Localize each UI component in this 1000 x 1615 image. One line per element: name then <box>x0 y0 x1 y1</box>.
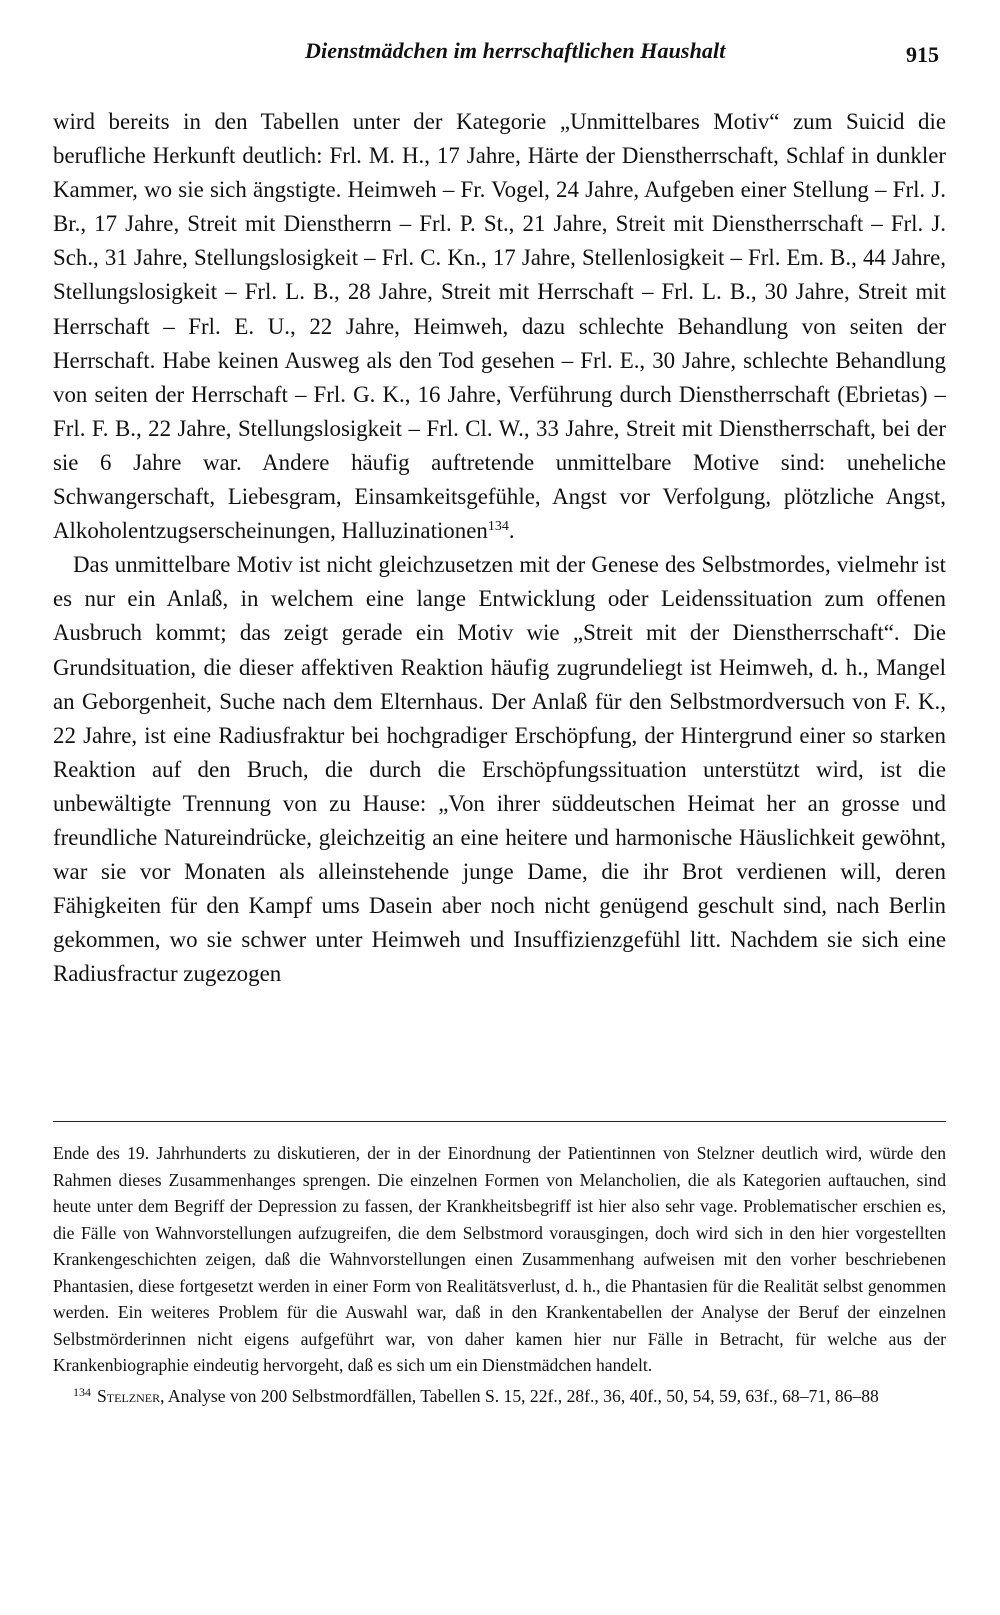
footnotes <box>53 1140 946 1409</box>
footnote-author: Stelzner <box>97 1385 161 1406</box>
footnote-134 <box>53 1379 946 1410</box>
paragraph-1-end: . <box>508 518 515 544</box>
running-header <box>0 38 1000 78</box>
paragraph-1 <box>53 105 946 548</box>
footnote-separator <box>53 1121 946 1122</box>
paragraph-1-text: wird bereits in den Tabellen unter der Kategorie „Unmittelbares Motiv“ zum Suicid die berufliche Herkunft deutlich: Frl. M. H., 17 Jahre, Härte der Dienstherrschaft, Schlaf in dunkler Kammer, wo sie sich ängstigte. Heimweh – Fr. Vogel, 24 Jahre, Aufgeben einer Stellung – Frl. J. Br., 17 Jahre, Streit mit Dienstherrn – Frl. P. St., 21 Jahre, Streit mit Dienstherrschaft – Frl. J. Sch., 31 Jahre, Stellungslosigkeit – Frl. C. Kn., 17 Jahre, Stellenlosigkeit – Frl. Em. B., 44 Jahre, Stellungslosigkeit – Frl. L. B., 28 Jahre, Streit mit Herrschaft – Frl. L. B., 30 Jahre, Streit mit Herrschaft – Frl. E. U., 22 Jahre, Heimweh, dazu schlechte Behandlung von seiten der Herrschaft. Habe keinen Ausweg als den Tod gesehen – Frl. E., 30 Jahre, schlechte Behandlung von seiten der Herrschaft – Frl. G. K., 16 Jahre, Verführung durch Dienstherrschaft (Ebrietas) – Frl. F. B., 22 Jahre, Stellungslosigkeit – Frl. Cl. W., 33 Jahre, Streit mit Dienstherrschaft, bei der sie 6 Jahre war. Andere häufig auftretende unmittelbare Motive sind: uneheliche Schwangerschaft, Liebesgram, Einsamkeitsgefühle, Angst vor Verfolgung, plötzliche Angst, Alkoholentzugserscheinungen, Halluzinationen <box>53 109 946 544</box>
page-number: 915 <box>906 42 939 67</box>
main-text <box>53 105 946 991</box>
footnote-continuation: Ende des 19. Jahrhunderts zu diskutieren, der in der Einordnung der Patientinnen von Stelzner deutlich wird, würde den Rahmen dieses Zusammenhanges sprengen. Die einzelnen Formen von Melancholien, die als Kategorien auftauchen, sind heute unter dem Begriff der Depression zu fassen, der Krankheitsbegriff ist hier also sehr vage. Problematischer erschien es, die Fälle von Wahnvorstellungen aufzugreifen, die dem Selbstmord vorausgingen, doch wird sich in den hier vorgestellten Krankengeschichten zeigen, daß die Wahnvorstellungen einen Zusammenhang aufweisen mit den vorher beschriebenen Phantasien, diese fortgesetzt werden in einer Form von Realitätsverlust, d. h., die Phantasien für die Realität selbst genommen werden. Ein weiteres Problem für die Auswahl war, daß in den Krankentabellen der Analyse der Beruf der einzelnen Selbstmörderinnen nicht eigens aufgeführt war, von daher kamen hier nur Fälle in Betracht, für welche aus der Krankenbiographie eindeutig hervorgeht, daß es sich um ein Dienstmädchen handelt. <box>53 1143 946 1375</box>
footnote-number: 134 <box>73 1384 91 1399</box>
footnote-citation: , Analyse von 200 Selbstmordfällen, Tabellen S. 15, 22f., 28f., 36, 40f., 50, 54, 59, 63f., 68–71, 86–88 <box>160 1385 879 1406</box>
running-title: Dienstmädchen im herrschaftlichen Haushalt <box>305 38 726 63</box>
footnote-reference-134[interactable]: 134 <box>487 519 509 535</box>
paragraph-2: Das unmittelbare Motiv ist nicht gleichzusetzen mit der Genese des Selbstmordes, vielmehr ist es nur ein Anlaß, in welchem eine lange Entwicklung oder Leidenssituation zum offenen Ausbruch kommt; das zeigt gerade ein Motiv wie „Streit mit der Dienstherrschaft“. Die Grundsituation, die dieser affektiven Reaktion häufig zugrundeliegt ist Heimweh, d. h., Mangel an Geborgenheit, Suche nach dem Elternhaus. Der Anlaß für den Selbstmordversuch von F. K., 22 Jahre, ist eine Radiusfraktur bei hochgradiger Erschöpfung, der Hintergrund einer so starken Reaktion auf den Bruch, die durch die Erschöpfungssituation unterstützt wird, ist die unbewältigte Trennung von zu Hause: „Von ihrer süddeutschen Heimat her an grosse und freundliche Natureindrücke, gleichzeitig an eine heitere und harmonische Häuslichkeit gewöhnt, war sie vor Monaten als alleinstehende junge Dame, die ihr Brot verdienen will, deren Fähigkeiten für den Kampf ums Dasein aber noch nicht genügend geschult sind, nach Berlin gekommen, wo sie schwer unter Heimweh und Insuffizienzgefühl litt. Nachdem sie sich eine Radiusfractur zugezogen <box>53 552 946 987</box>
